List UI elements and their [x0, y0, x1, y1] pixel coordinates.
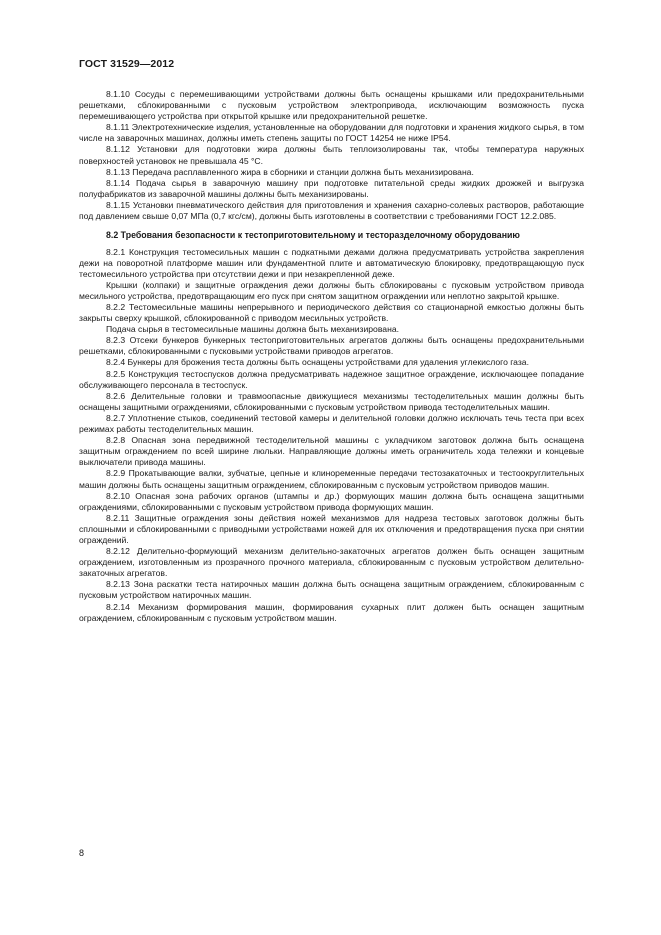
paragraph-8-2-13: 8.2.13 Зона раскатки теста натирочных машин должна быть оснащена защитным ограждением, сблокированным с пусковым устройством натирочных машин.: [79, 579, 584, 601]
paragraph-8-2-6: 8.2.6 Делительные головки и травмоопасные движущиеся механизмы тестоделительных машин должны быть оснащены защитными ограждениями, сблокированными с пусковым устройством привода тестоделительных машин.: [79, 390, 584, 412]
page-number: 8: [79, 848, 85, 858]
paragraph-8-2-7: 8.2.7 Уплотнение стыков, соединений тестовой камеры и делительной головки должно исключать течь теста при всех режимах работы тестоделительных машин.: [79, 412, 584, 435]
paragraph-8-2-4: 8.2.4 Бункеры для брожения теста должны быть оснащены устройствами для удаления углекислого газа.: [106, 357, 529, 368]
paragraph-8-1-12: 8.1.12 Установки для подготовки жира должны быть теплоизолированы так, чтобы температура наружных поверхностей установок не превышала 45 °С.: [79, 144, 584, 166]
document-body: [79, 89, 584, 624]
paragraph-8-1-13: 8.1.13 Передача расплавленного жира в сборники и станции должна быть механизирована.: [106, 166, 474, 177]
paragraph-group-8-2: [79, 247, 584, 624]
paragraph-8-1-14: 8.1.14 Подача сырья в заварочную машину при подготовке питательной среды жидких дрожжей и выгрузка полуфабрикатов из заварочной машины должны быть механизированы.: [79, 177, 584, 199]
paragraph-group-8-1: [79, 89, 584, 222]
paragraph-8-2-12: 8.2.12 Делительно-формующий механизм делительно-закаточных агрегатов должен быть оснащен защитным ограждением, изготовленным из прозрачного прочного материала, сблокированным с пусковым устройством делительно-закаточных агрегатов.: [79, 546, 584, 579]
paragraph-8-2-5: 8.2.5 Конструкция тестоспусков должна предусматривать надежное защитное ограждение, исключающее попадание обслуживающего персонала в тестоспуск.: [79, 368, 584, 390]
paragraph-8-2-14: 8.2.14 Механизм формирования машин, формирования сухарных плит должен быть оснащен защитным ограждением, сблокированным с пусковым устройством машин.: [79, 601, 584, 623]
paragraph-8-2-10: 8.2.10 Опасная зона рабочих органов (штампы и др.) формующих машин должна быть оснащена защитными ограждениями, сблокированными с пусковым устройством привода формующих машин.: [79, 490, 584, 512]
paragraph-8-2-11: 8.2.11 Защитные ограждения зоны действия ножей механизмов для надреза тестовых заготовок должны быть сплошными и сблокированными с приводными устройствами ножей для их отключения и предотвращения пуска при снятии ограждений.: [79, 512, 584, 545]
paragraph-8-2-3: 8.2.3 Отсеки бункеров бункерных тестоприготовительных агрегатов должны быть оснащены предохранительными решетками, сблокированными с пусковыми устройствами приводов агрегатов.: [79, 335, 584, 357]
paragraph-8-2-1: 8.2.1 Конструкция тестомесильных машин с подкатными дежами должна предусматривать устройства закрепления дежи на поворотной платформе машин или фундаментной плите и автоматическую блокировку, предотвращающую пуск тестомесильного устройства при отсутствии дежи и при незакрепленной деже.: [79, 246, 584, 279]
paragraph-8-1-11: 8.1.11 Электротехнические изделия, установленные на оборудовании для подготовки и хранения жидкого сырья, в том числе на заварочных машинах, должны иметь степень защиты по ГОСТ 14254 не ниже IP54.: [79, 122, 584, 144]
paragraph-8-2-9: 8.2.9 Прокатывающие валки, зубчатые, цепные и клиноременные передачи тестозакаточных и тестоокруглительных машин должны быть оснащены защитным ограждением, сблокированным с пусковым устройством приводов машин.: [79, 468, 584, 490]
paragraph-8-1-15: 8.1.15 Установки пневматического действия для приготовления и хранения сахарно-солевых растворов, работающие под давлением свыше 0,07 МПа (0,7 кгс/см), должны быть изготовлены в соответствии с требованиями ГОСТ 12.2.085.: [79, 199, 584, 222]
paragraph-8-2-2: 8.2.2 Тестомесильные машины непрерывного и периодического действия со стационарной емкостью должны быть закрыты сверху крышкой, сблокированной с приводом месильных устройств.: [79, 302, 584, 324]
paragraph-8-2-2-cont: Подача сырья в тестомесильные машины должна быть механизирована.: [106, 324, 400, 335]
paragraph-8-1-10: 8.1.10 Сосуды с перемешивающими устройствами должны быть оснащены крышками или предохранительными решетками, сблокированными с пусковым устройством электропривода, исключающим возможность пуска перемешивающего устройства при открытой крышке или предохранительной решетке.: [79, 89, 584, 122]
paragraph-8-2-8: 8.2.8 Опасная зона передвижной тестоделительной машины с укладчиком заготовок должна быть оснащена защитным ограждением по всей ширине люльки. Направляющие должны иметь ограничитель хода тележки и концевые выключатели привода машины.: [79, 435, 584, 468]
document-header: ГОСТ 31529—2012: [79, 58, 175, 70]
section-heading-8-2: 8.2 Требования безопасности к тестоприготовительному и тесторазделочному оборудованию: [106, 230, 520, 241]
paragraph-8-2-1-cont: Крышки (колпаки) и защитные ограждения дежи должны быть сблокированы с пусковым устройством привода месильного устройства, предотвращающим его пуск при снятом защитном ограждении или неплотно закрытой крышке.: [79, 279, 584, 301]
